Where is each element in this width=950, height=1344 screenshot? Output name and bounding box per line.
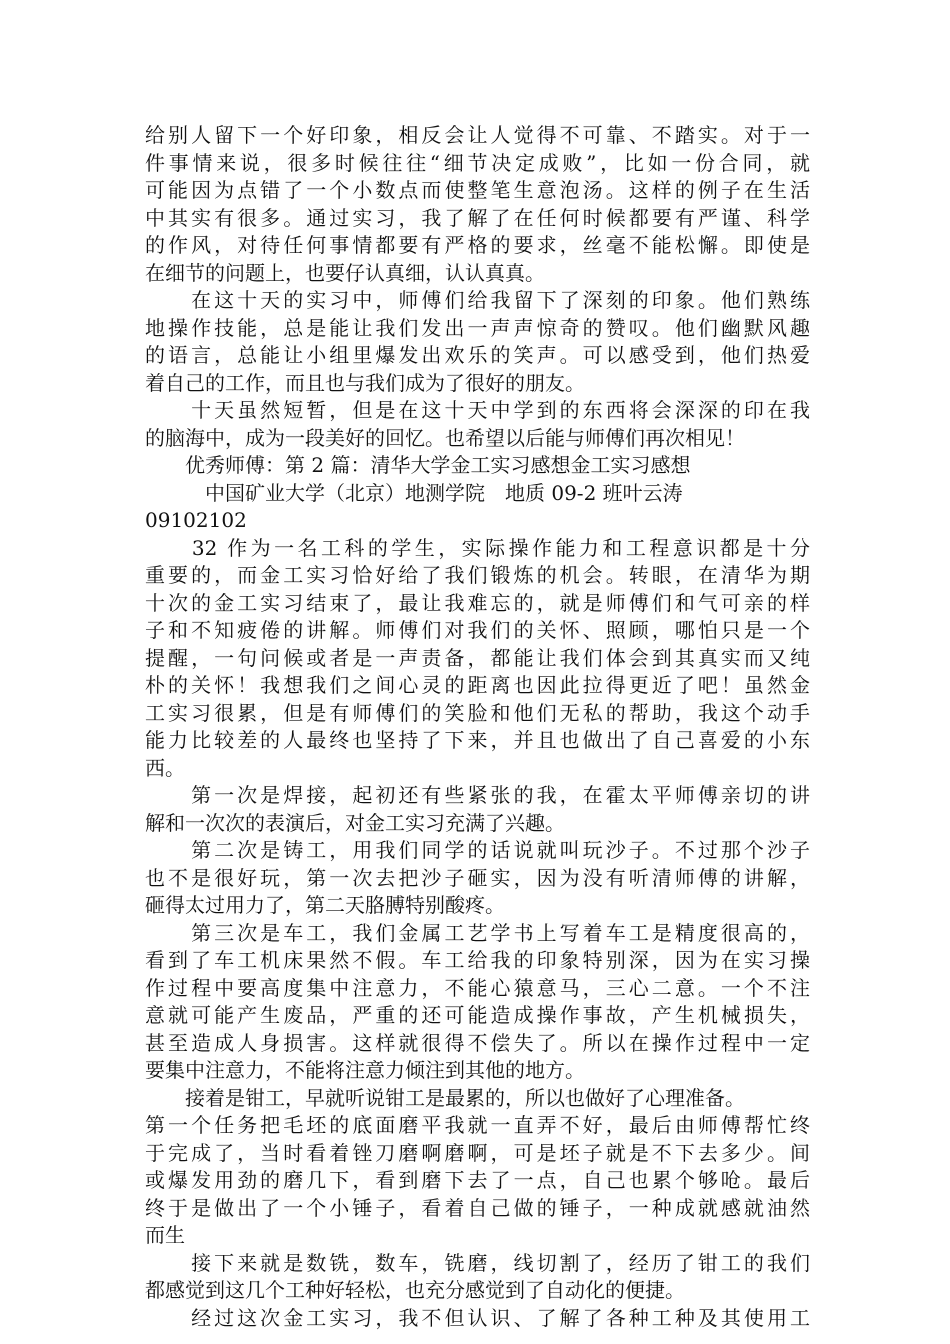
text-line: 十天虽然短暂，但是在这十天中学到的东西将会深深的印在我 xyxy=(145,398,810,422)
text-line: 砸得太过用力了，第二天胳膊特别酸疼。 xyxy=(145,893,505,917)
text-line: 接下来就是数铣，数车，铣磨，线切割了，经历了钳工的我们 xyxy=(145,1250,810,1275)
text-line: 或爆发用劲的磨几下，看到磨下去了一点，自己也累个够呛。最后 xyxy=(145,1168,810,1192)
text-line: 第一个任务把毛坯的底面磨平我就一直弄不好，最后由师傅帮忙终 xyxy=(145,1113,810,1137)
text-line: 而生 xyxy=(145,1223,185,1247)
text-line: 32 作为一名工科的学生，实际操作能力和工程意识都是十分 xyxy=(145,535,810,560)
text-line: 的脑海中，成为一段美好的回忆。也希望以后能与师傅们再次相见！ xyxy=(145,425,745,450)
text-line: 经过这次金工实习，我不但认识、了解了各种工种及其使用工 xyxy=(145,1305,810,1330)
text-line: 的语言，总能让小组里爆发出欢乐的笑声。可以感受到，他们热爱 xyxy=(145,343,810,367)
text-line: 第二次是铸工，用我们同学的话说就叫玩沙子。不过那个沙子 xyxy=(145,838,810,862)
text-line: 在细节的问题上，也要仔认真细，认认真真。 xyxy=(145,260,545,285)
text-line: 都感觉到这几个工种好轻松，也充分感觉到了自动化的便捷。 xyxy=(145,1278,685,1302)
text-line: 也不是很好玩，第一次去把沙子砸实，因为没有听清师傅的讲解， xyxy=(145,865,810,890)
text-line: 工实习很累，但是有师傅们的笑脸和他们无私的帮助，我这个动手 xyxy=(145,700,810,725)
text-line: 西。 xyxy=(145,755,185,780)
text-line: 看到了车工机床果然不假。车工给我的印象特别深，因为在实习操 xyxy=(145,948,810,972)
section-heading: 优秀师傅：第 2 篇：清华大学金工实习感想金工实习感想 xyxy=(145,453,691,477)
text-line: 重要的，而金工实习恰好给了我们锻炼的机会。转眼，在清华为期 xyxy=(145,563,810,587)
text-line: 第一次是焊接，起初还有些紧张的我，在霍太平师傅亲切的讲 xyxy=(145,783,810,807)
text-line: 地操作技能，总是能让我们发出一声声惊奇的赞叹。他们幽默风趣 xyxy=(145,315,810,340)
student-id: 09102102 xyxy=(145,508,247,532)
text-line: 终于是做出了一个小锤子，看着自己做的锤子，一种成就感就油然 xyxy=(145,1195,810,1220)
body-text xyxy=(145,122,810,1332)
text-line: 要集中注意力，不能将注意力倾注到其他的地方。 xyxy=(145,1058,585,1082)
text-line: 第三次是车工，我们金属工艺学书上写着车工是精度很高的， xyxy=(145,920,810,945)
text-line: 十次的金工实习结束了，最让我难忘的，就是师傅们和气可亲的样 xyxy=(145,590,810,615)
text-line: 子和不知疲倦的讲解。师傅们对我们的关怀、照顾，哪怕只是一个 xyxy=(145,618,810,642)
text-line: 接着是钳工，早就听说钳工是最累的，所以也做好了心理准备。 xyxy=(145,1085,745,1110)
text-line: 甚至造成人身损害。这样就很得不偿失了。所以在操作过程中一定 xyxy=(145,1030,810,1055)
text-line: 中其实有很多。通过实习，我了解了在任何时候都要有严谨、科学 xyxy=(145,205,810,230)
text-line: 能力比较差的人最终也坚持了下来，并且也做出了自己喜爱的小东 xyxy=(145,728,810,752)
text-line: 给别人留下一个好印象，相反会让人觉得不可靠、不踏实。对于一 xyxy=(145,123,810,147)
text-line: 解和一次次的表演后，对金工实习充满了兴趣。 xyxy=(145,810,565,835)
text-line: 提醒，一句问候或者是一声责备，都能让我们体会到其真实而又纯 xyxy=(145,645,810,670)
text-line: 作过程中要高度集中注意力，不能心猿意马，三心二意。一个不注 xyxy=(145,975,810,1000)
text-line: 件事情来说，很多时候往往“细节决定成败”，比如一份合同，就 xyxy=(145,150,810,175)
text-line: 意就可能产生废品，严重的还可能造成操作事故，产生机械损失， xyxy=(145,1003,810,1027)
text-line: 可能因为点错了一个小数点而使整笔生意泡汤。这样的例子在生活 xyxy=(145,178,810,202)
text-line: 的作风，对待任何事情都要有严格的要求，丝毫不能松懈。即使是 xyxy=(145,233,810,257)
text-line: 在这十天的实习中，师傅们给我留下了深刻的印象。他们熟练 xyxy=(145,288,810,312)
author-line: 中国矿业大学（北京）地测学院 地质 09-2 班叶云涛 xyxy=(145,480,683,505)
text-line: 于完成了，当时看着锉刀磨啊磨啊，可是坯子就是不下去多少。间 xyxy=(145,1140,810,1165)
text-line: 着自己的工作，而且也与我们成为了很好的朋友。 xyxy=(145,370,585,395)
text-line: 朴的关怀！我想我们之间心灵的距离也因此拉得更近了吧！虽然金 xyxy=(145,673,810,697)
